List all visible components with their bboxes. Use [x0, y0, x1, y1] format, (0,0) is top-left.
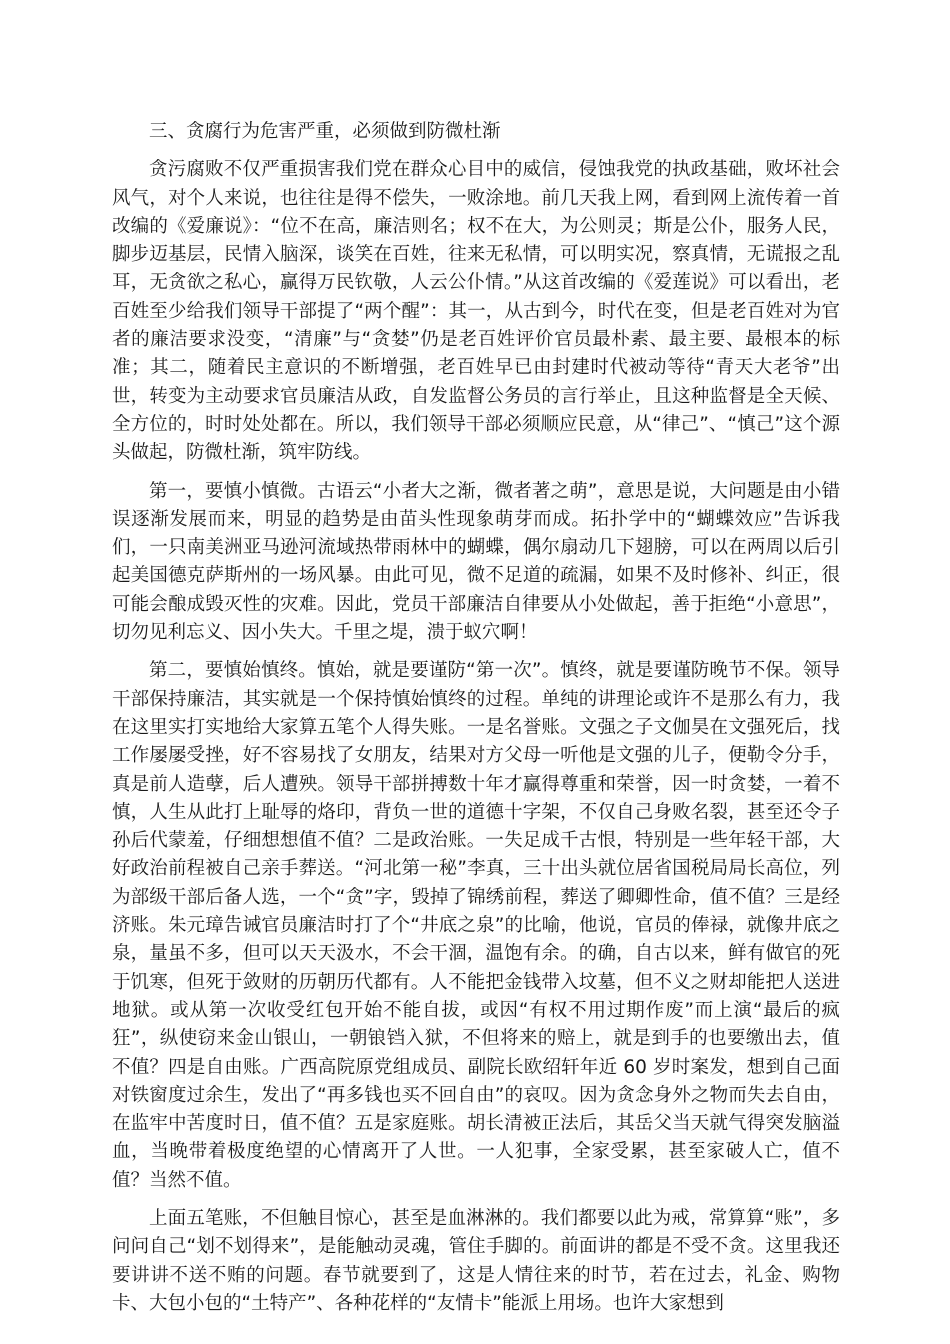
- paragraph-intro: 贪污腐败不仅严重损害我们党在群众心目中的威信，侵蚀我党的执政基础，败坏社会风气，对个人来说，也往往是得不偿失，一败涂地。前几天我上网，看到网上流传着一首改编的《爱廉说》：“位不在高，廉洁则名；权不在大，为公则灵；斯是公仆，服务人民，脚步迈基层，民情入脑深，谈笑在百姓，往来无私情，可以明实况，察真情，无谎报之乱耳，无贪欲之私心，赢得万民钦敬，人云公仆情。”从这首改编的《爱莲说》可以看出，老百姓至少给我们领导干部提了“两个醒”：其一，从古到今，时代在变，但是老百姓对为官者的廉洁要求没变，“清廉”与“贪婪”仍是老百姓评价官员最朴素、最主要、最根本的标准；其二，随着民主意识的不断增强，老百姓早已由封建时代被动等待“青天大老爷”出世，转变为主动要求官员廉洁从政，自发监督公务员的言行举止，且这种监督是全天候、全方位的，时时处处都在。所以，我们领导干部必须顺应民意，从“律己”、“慎己”这个源头做起，防微杜渐，筑牢防线。: [112, 159, 840, 464]
- section-heading: 三、贪腐行为危害严重，必须做到防微杜渐: [149, 121, 501, 142]
- document-page: [112, 118, 840, 1328]
- paragraph-first-point: 第一，要慎小慎微。古语云“小者大之渐，微者著之萌”，意思是说，大问题是由小错误逐渐发展而来，明显的趋势是由苗头性现象萌芽而成。拓扑学中的“蝴蝶效应”告诉我们，一只南美洲亚马逊河流域热带雨林中的蝴蝶，偶尔扇动几下翅膀，可以在两周以后引起美国德克萨斯州的一场风暴。由此可见，微不足道的疏漏，如果不及时修补、纠正，很可能会酿成毁灭性的灾难。因此，党员干部廉洁自律要从小处做起，善于拒绝“小意思”，切勿见利忘义、因小失大。千里之堤，溃于蚁穴啊！: [112, 480, 840, 644]
- paragraph-five-accounts: 上面五笔账，不但触目惊心，甚至是血淋淋的。我们都要以此为戒，常算算“账”，多问问自己“划不划得来”，是能触动灵魂，管住手脚的。前面讲的都是不受不贪。这里我还要讲讲不送不贿的问题。春节就要到了，这是人情往来的时节，若在过去，礼金、购物卡、大包小包的“土特产”、各种花样的“友情卡”能派上用场。也许大家想到: [112, 1207, 840, 1314]
- paragraph-second-point: 第二，要慎始慎终。慎始，就是要谨防“第一次”。慎终，就是要谨防晚节不保。领导干部保持廉洁，其实就是一个保持慎始慎终的过程。单纯的讲理论或许不是那么有力，我在这里实打实地给大家算五笔个人得失账。一是名誉账。文强之子文伽昊在文强死后，找工作屡屡受挫，好不容易找了女朋友，结果对方父母一听他是文强的儿子，便勒令分手，真是前人造孽，后人遭殃。领导干部拼搏数十年才赢得尊重和荣誉，因一时贪婪，一着不慎，人生从此打上耻辱的烙印，背负一世的道德十字架，不仅自己身败名裂，甚至还令子孙后代蒙羞，仔细想想值不值？二是政治账。一失足成千古恨，特别是一些年轻干部，大好政治前程被自己亲手葬送。“河北第一秘”李真，三十出头就位居省国税局局长高位，列为部级干部后备人选，一个“贪”字，毁掉了锦绣前程，葬送了卿卿性命，值不值？三是经济账。朱元璋告诫官员廉洁时打了个“井底之泉”的比喻，他说，官员的俸禄，就像井底之泉，量虽不多，但可以天天汲水，不会干涸，温饱有余。的确，自古以来，鲜有做官的死于饥寒，但死于敛财的历朝历代都有。人不能把金钱带入坟墓，但不义之财却能把人送进地狱。或从第一次收受红包开始不能自拔，或因“有权不用过期作废”而上演“最后的疯狂”，纵使窃来金山银山，一朝锒铛入狱，不但将来的赔上，就是到手的也要缴出去，值不值？四是自由账。广西高院原党组成员、副院长欧绍轩年近 60 岁时案发，想到自己面对铁窗度过余生，发出了“再多钱也买不回自由”的哀叹。因为贪念身外之物而失去自由，在监牢中苦度时日，值不值？五是家庭账。胡长清被正法后，其岳父当天就气得突发脑溢血，当晚带着极度绝望的心情离开了人世。一人犯事，全家受累，甚至家破人亡，值不值？当然不值。: [112, 660, 840, 1191]
